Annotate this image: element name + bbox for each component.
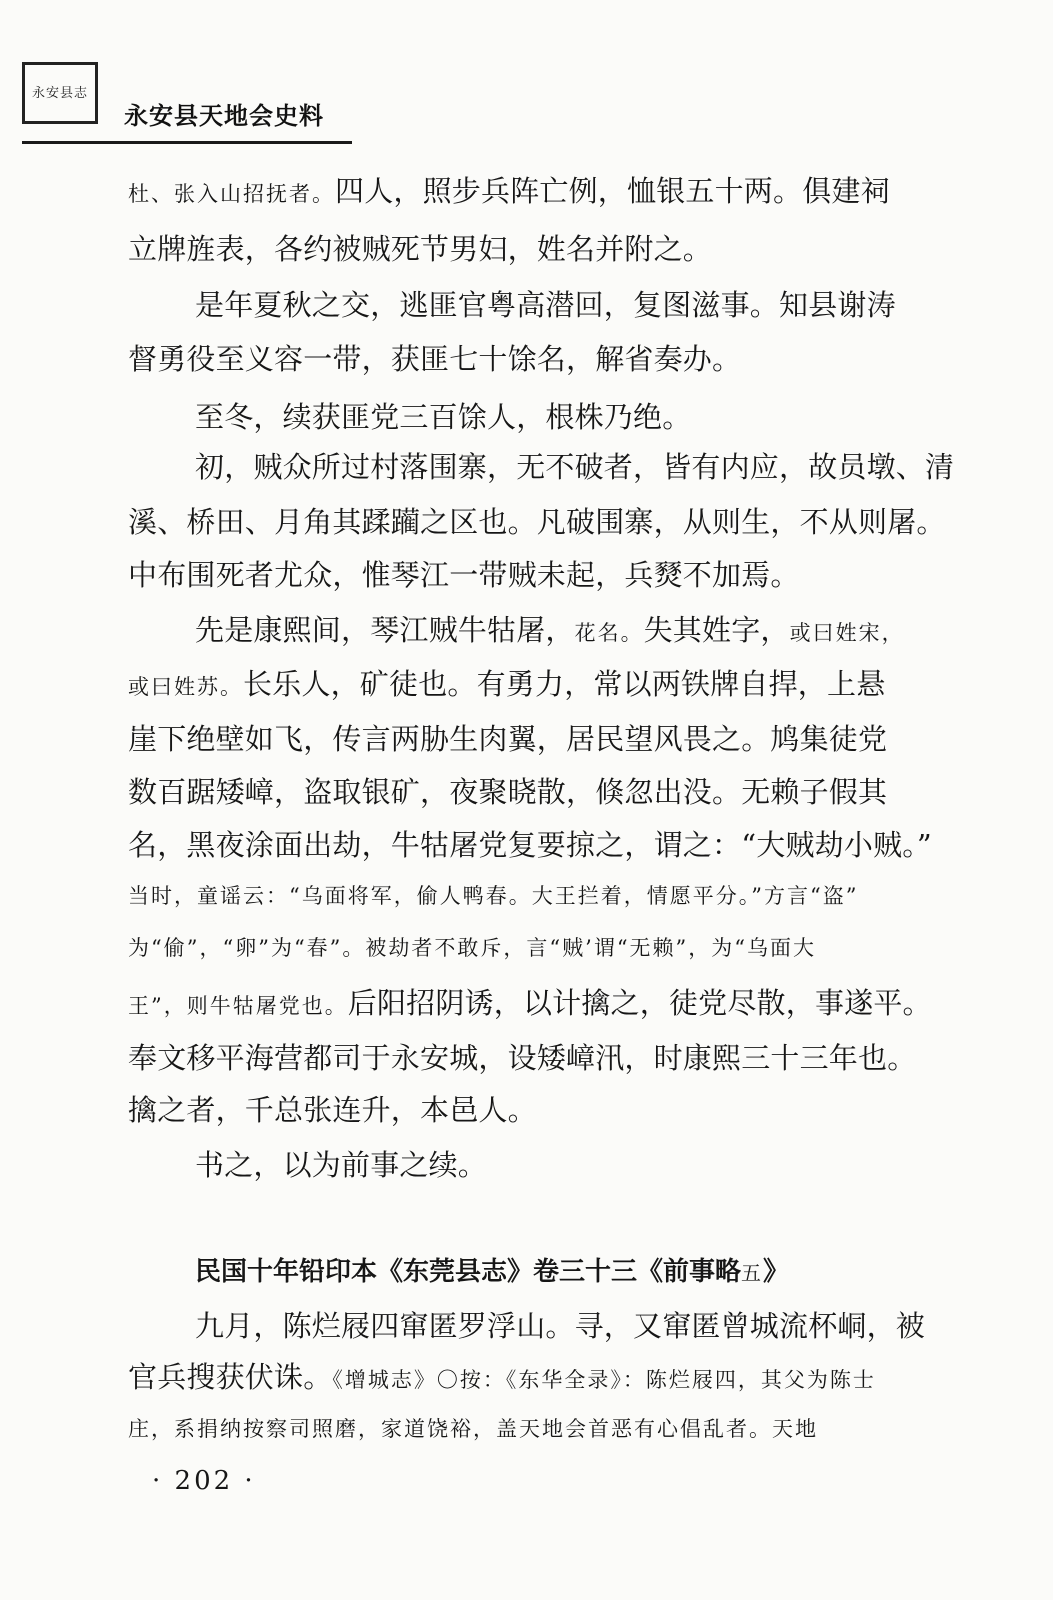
text-segment: 四人，照步兵阵亡例，恤银五十两。俱建祠 [335, 174, 890, 208]
inline-note: 杜、张入山招抚者。 [128, 182, 335, 206]
inline-note: 王”，则牛牯屠党也。 [128, 994, 348, 1018]
paragraph-start: 是年夏秋之交，逃匪官粤高潜回，复图滋事。知县谢涛 [195, 288, 896, 322]
text-segment: 长乐人，矿徒也。有勇力，常以两铁牌自捍，上悬 [243, 667, 886, 701]
text-line [128, 169, 948, 210]
paragraph-start [195, 608, 1015, 649]
inline-note: 花名。 [574, 621, 644, 645]
text-line: 立牌旌表，各约被贼死节男妇，姓名并附之。 [128, 232, 713, 266]
publisher-seal: 永安县志 [22, 62, 98, 124]
text-segment: 先是康熙间，琴江贼牛牯屠， [195, 613, 575, 647]
section-heading [195, 1251, 789, 1288]
paragraph-start: 至冬，续获匪党三百馀人，根株乃绝。 [195, 400, 692, 434]
inline-note: 或曰姓苏。 [128, 675, 243, 699]
header-rule [22, 141, 352, 144]
text-line: 数百踞矮嶂，盗取银矿，夜聚晓散，倏忽出没。无赖子假其 [128, 775, 888, 809]
text-segment: 后阳招阴诱，以计擒之，徒党尽散，事遂平。 [347, 986, 932, 1020]
paragraph-start: 书之，以为前事之续。 [195, 1148, 488, 1182]
heading-text: 民国十年铅印本《东莞县志》卷三十三《前事略 [195, 1257, 742, 1287]
inline-note: 《增城志》〇按：《东华全录》：陈烂屐四，其父为陈士 [332, 1368, 876, 1392]
text-line [128, 662, 948, 703]
text-segment: 失其姓字， [643, 613, 790, 647]
text-line [128, 1355, 948, 1396]
text-line: 崖下绝壁如飞，传言两胁生肉翼，居民望风畏之。鸠集徒党 [128, 722, 888, 756]
note-line: 庄，系捐纳按察司照磨，家道饶裕，盖天地会首恶有心倡乱者。天地 [128, 1417, 818, 1441]
paragraph-start: 九月，陈烂屐四窜匿罗浮山。寻，又窜匿曾城流杯峒，被 [195, 1309, 926, 1343]
text-line: 名，黑夜涂面出劫，牛牯屠党复要掠之，谓之：“大贼劫小贼。” [128, 828, 932, 862]
text-line: 中布围死者尤众，惟琴江一带贼未起，兵燹不加焉。 [128, 558, 800, 592]
inline-note: 或曰姓宋， [789, 621, 905, 645]
heading-note: 五 [741, 1261, 764, 1285]
running-title: 永安县天地会史料 [124, 102, 324, 130]
text-line: 奉文移平海营都司于永安城，设矮嶂汛，时康熙三十三年也。 [128, 1041, 917, 1075]
text-line: 督勇役至义容一带，获匪七十馀名，解省奏办。 [128, 342, 742, 376]
note-line: 为“偷”，“卵”为“春”。被劫者不敢斥，言“贼’谓“无赖”，为“乌面大 [128, 936, 817, 960]
page-number: · 202 · [152, 1466, 256, 1496]
text-segment: 官兵搜获伏诛。 [128, 1360, 333, 1394]
text-line: 擒之者，千总张连升，本邑人。 [128, 1093, 537, 1127]
heading-close: 》 [763, 1257, 790, 1287]
text-line [128, 981, 948, 1022]
paragraph-start: 初，贼众所过村落围寨，无不破者，皆有内应，故员墩、清 [195, 450, 955, 484]
text-line: 溪、桥田、月角其蹂躏之区也。凡破围寨，从则生，不从则屠。 [128, 505, 946, 539]
note-line: 当时，童谣云：“乌面将军，偷人鸭春。大王拦着，情愿平分。”方言“盗” [128, 884, 859, 908]
